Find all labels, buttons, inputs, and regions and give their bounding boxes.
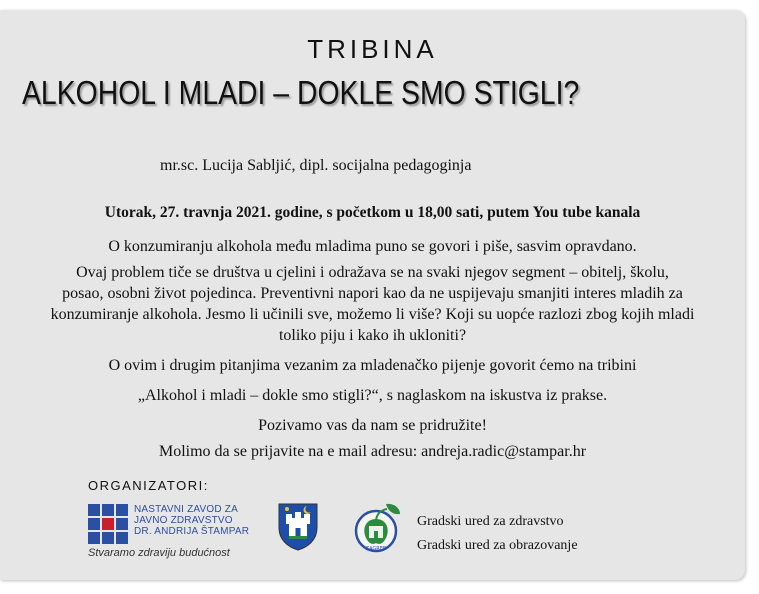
registration-note: Molimo da se prijavite na e mail adresu: andreja.radic@stampar.hr: [158, 443, 587, 460]
education-office: Gradski ured za obrazovanje: [417, 538, 578, 553]
institute-name: NASTAVNI ZAVOD ZA JAVNO ZDRAVSTVO DR. ANDRIJA ŠTAMPAR: [134, 504, 250, 537]
speaker-name: mr.sc. Lucija Sabljić, dipl. socijalna pedagoginja: [160, 157, 472, 174]
problem-line-2: posao, osobni život pojedinca. Preventivni napori kao da ne uspijevaju smanjiti interes mladih za: [62, 285, 683, 302]
event-description: [40, 236, 705, 462]
institute-tagline: Stvaramo zdraviju budućnost: [88, 547, 230, 559]
topic-paragraph: O ovim i drugim pitanjima vezanim za mladenačko pijenje govorit ćemo na tribini: [108, 357, 637, 374]
tribina-quote: „Alkohol i mladi – dokle smo stigli?“, s naglaskom na iskustva iz prakse.: [137, 387, 608, 404]
event-type-label: TRIBINA: [307, 34, 438, 64]
problem-line-3: konzumiranje alkohola. Jesmo li učinili sve, možemo li više? Koji su uopće razlozi zbog kojih mladi: [50, 306, 695, 323]
problem-line-1: Ovaj problem tiče se društva u cjelini i odražava se na svaki njegov segment – obitelj, školu,: [76, 264, 669, 281]
event-title: ALKOHOL I MLADI – DOKLE SMO STIGLI?: [22, 74, 580, 111]
health-office: Gradski ured za zdravstvo: [417, 514, 564, 529]
problem-line-4: toliko piju i kako ih ukloniti?: [278, 327, 467, 344]
invitation: Pozivamo vas da nam se pridružite!: [258, 417, 487, 434]
zagreb-crest-icon: [276, 502, 320, 557]
intro-paragraph: O konzumiranju alkohola među mladima puno se govori i piše, sasvim opravdano.: [108, 238, 637, 255]
squares-logo-icon: [88, 504, 128, 544]
seal-text: ZAGREB: [365, 546, 387, 552]
city-seal-icon: [350, 500, 408, 561]
event-datetime: Utorak, 27. travnja 2021. godine, s početkom u 18,00 sati, putem You tube kanala: [104, 204, 641, 221]
organizers-label: ORGANIZATORI:: [88, 478, 209, 493]
